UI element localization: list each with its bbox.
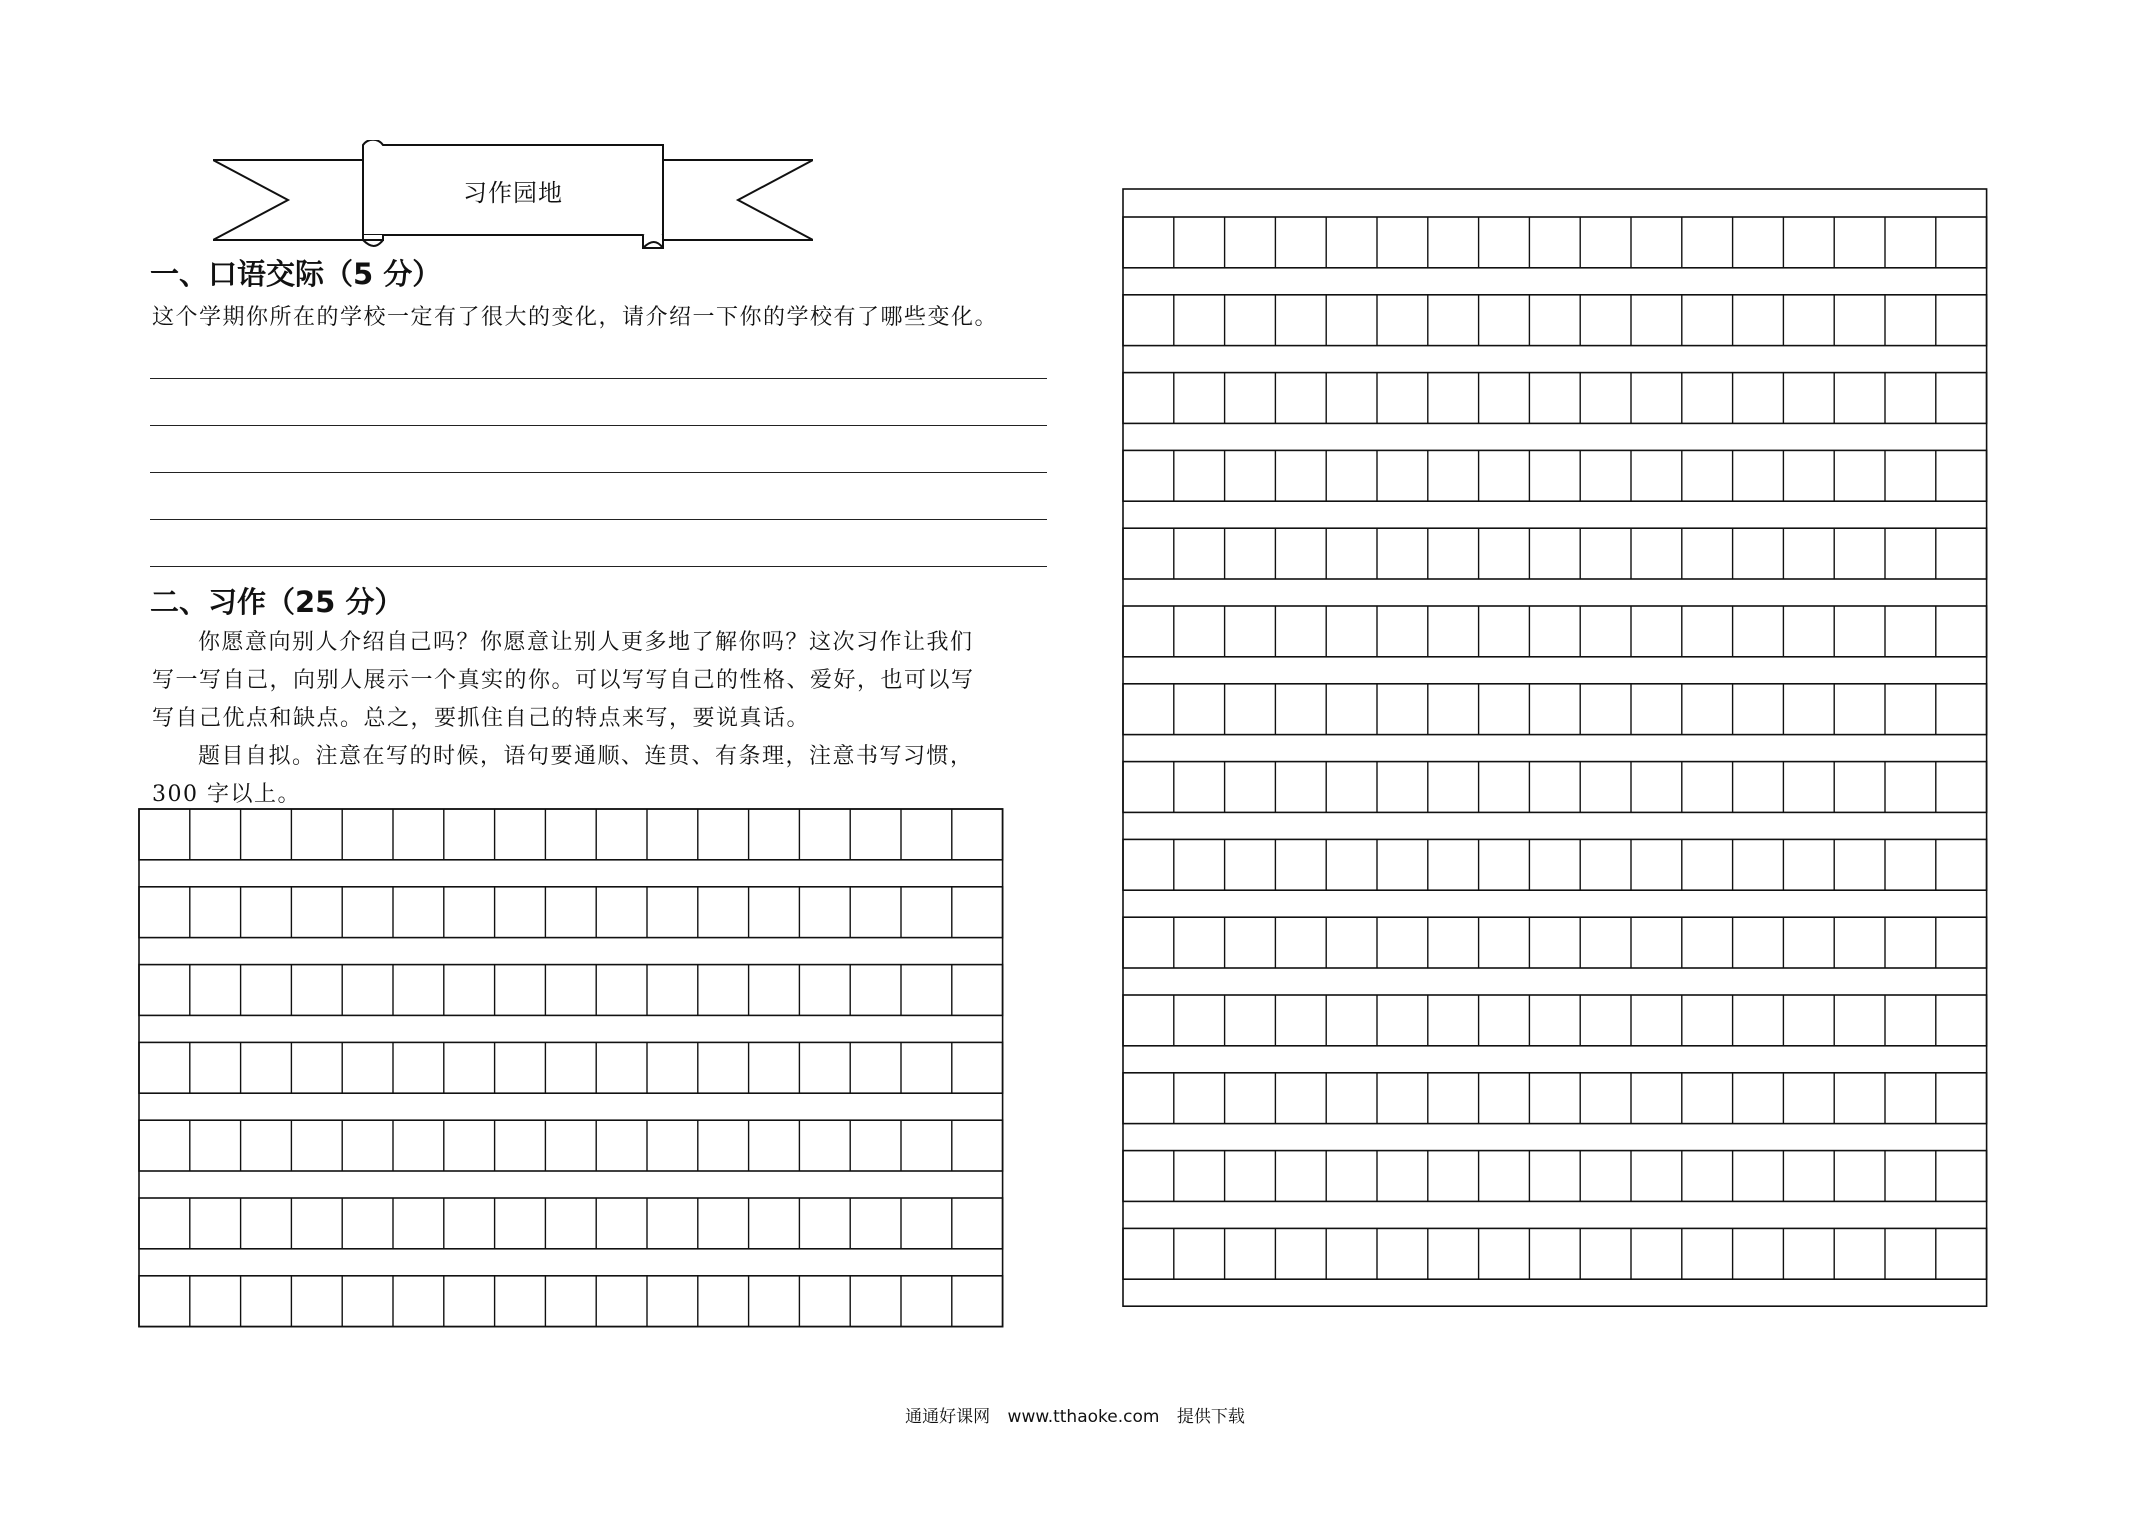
grid-row [139, 887, 1003, 938]
grid-row [139, 1042, 1003, 1093]
grid-row [1123, 606, 1987, 657]
section2-paragraph-line: 300 字以上。 [152, 782, 301, 807]
footer-site-name: 通通好课网 [905, 1407, 991, 1427]
section2-paragraph-line: 题目自拟。注意在写的时候，语句要通顺、连贯、有条理，注意书写习惯， [198, 744, 974, 769]
section2-paragraph-line: 写一写自己，向别人展示一个真实的你。可以写写自己的性格、爱好，也可以写 [152, 668, 975, 693]
banner-title: 习作园地 [463, 178, 563, 207]
grid-frame [1123, 189, 1987, 1306]
grid-row [139, 1198, 1003, 1249]
answer-line [150, 425, 1047, 426]
grid-row [1123, 450, 1987, 501]
footer-suffix: 提供下载 [1176, 1407, 1245, 1427]
section2-paragraph-line: 写自己优点和缺点。总之，要抓住自己的特点来写，要说真话。 [152, 706, 811, 731]
section2-heading: 二、习作（25 分） [150, 585, 404, 619]
grid-row [139, 809, 1003, 860]
grid-row [1123, 217, 1987, 268]
grid-row [1123, 762, 1987, 813]
writing-grid-right [1122, 188, 1988, 1308]
grid-row [1123, 1151, 1987, 1202]
answer-line [150, 472, 1047, 473]
grid-row [1123, 1073, 1987, 1124]
section1-prompt: 这个学期你所在的学校一定有了很大的变化，请介绍一下你的学校有了哪些变化。 [152, 305, 999, 330]
grid-row [1123, 839, 1987, 890]
grid-row [1123, 917, 1987, 968]
grid-row [1123, 1228, 1987, 1279]
grid-row [1123, 995, 1987, 1046]
grid-row [139, 1120, 1003, 1171]
footer [0, 1402, 2150, 1427]
section2-paragraph-line: 你愿意向别人介绍自己吗？你愿意让别人更多地了解你吗？这次习作让我们 [198, 630, 974, 655]
answer-line [150, 519, 1047, 520]
grid-row [139, 1276, 1003, 1327]
grid-row [1123, 528, 1987, 579]
grid-row [1123, 373, 1987, 424]
footer-url: www.tthaoke.com [1007, 1407, 1160, 1427]
writing-grid-left [138, 808, 1004, 1332]
grid-row [1123, 295, 1987, 346]
answer-line [150, 566, 1047, 567]
answer-line [150, 378, 1047, 379]
section1-heading: 一、口语交际（5 分） [150, 257, 442, 291]
grid-row [139, 965, 1003, 1016]
grid-row [1123, 684, 1987, 735]
